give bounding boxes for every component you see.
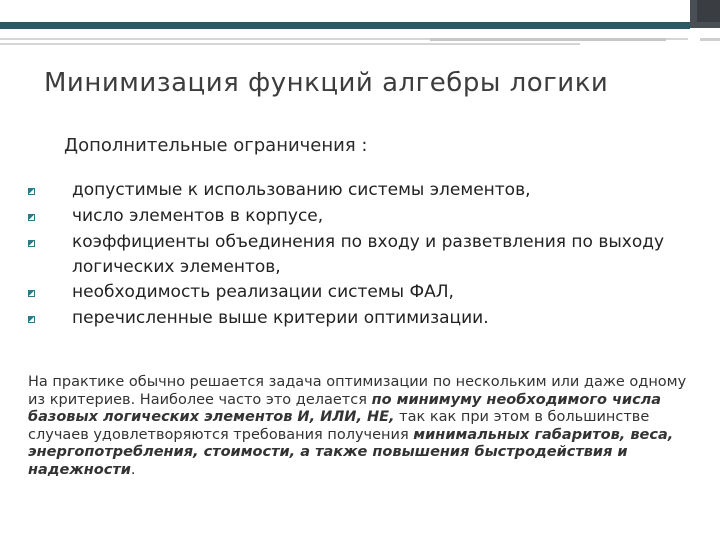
list-item-text: необходимость реализации системы ФАЛ, <box>72 282 454 302</box>
bullet-icon <box>28 230 72 280</box>
list-item <box>28 230 708 280</box>
top-accent-bar <box>0 22 690 29</box>
list-item-text: допустимые к использованию системы элементов, <box>72 180 531 200</box>
paragraph-emphasis: минимальных габаритов, веса, энергопотребления, стоимости, а также повышения быстродействия и надежности <box>28 426 674 478</box>
slide-subtitle: Дополнительные ограничения : <box>64 135 368 156</box>
list-item <box>28 280 708 306</box>
bullet-icon <box>28 280 72 306</box>
paragraph-text: . <box>130 461 136 478</box>
divider-line <box>0 43 580 45</box>
divider-line <box>430 38 666 41</box>
list-item-text: коэффициенты объединения по входу и разветвления по выходу логических элементов, <box>72 232 665 277</box>
list-item-text: число элементов в корпусе, <box>72 206 324 226</box>
top-corner-inner <box>697 0 720 22</box>
bullet-icon <box>28 306 72 332</box>
body-paragraph <box>28 374 698 479</box>
list-item-text: перечисленные выше критерии оптимизации. <box>72 308 489 328</box>
list-item <box>28 204 708 230</box>
divider-line <box>700 38 720 41</box>
paragraph-emphasis: по минимуму необходимого числа базовых логических элементов И, ИЛИ, НЕ, <box>28 391 662 425</box>
slide-title: Минимизация функций алгебры логики <box>44 68 609 98</box>
paragraph-text: На практике обычно решается задача оптимизации по нескольким или даже одному из критериев. Наиболее часто это делается <box>28 374 687 408</box>
bullet-icon <box>28 178 72 204</box>
paragraph-text: так как при этом в большинстве случаев удовлетворяются требования получения <box>28 409 650 443</box>
list-item <box>28 178 708 204</box>
bullet-list <box>28 178 708 332</box>
list-item <box>28 306 708 332</box>
bullet-icon <box>28 204 72 230</box>
triangle-marker-icon <box>679 6 685 16</box>
